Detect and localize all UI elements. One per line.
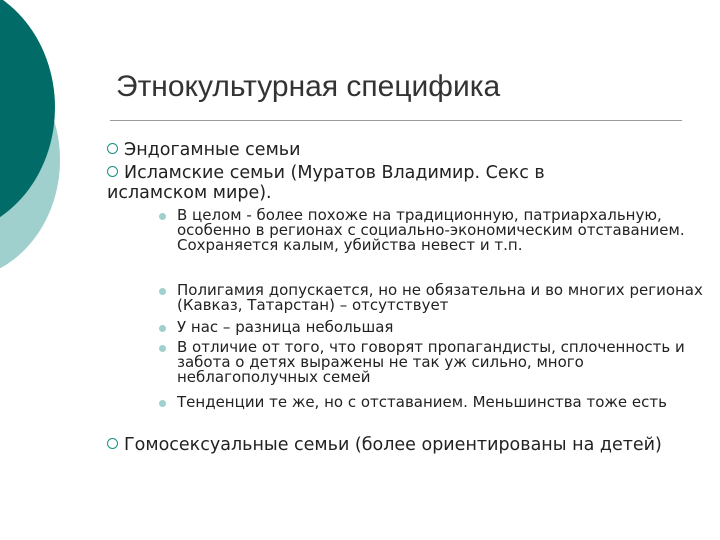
hollow-circle-icon	[107, 166, 118, 177]
list-item	[107, 435, 667, 455]
sub-list-item	[159, 283, 704, 313]
sub-list-item	[159, 320, 704, 335]
sub-list-item-text: В целом - более похоже на традиционную, патриархальную, особенно в регионах с социально-экономическим отставанием. Сохраняется калым, убийства невест и т.п.	[177, 206, 685, 254]
slide-title: Этнокультурная специфика	[116, 70, 501, 103]
sub-list-item-text: В отличие от того, что говорят пропагандисты, сплоченность и забота о детях выражены не так уж сильно, много неблагополучных семей	[177, 338, 685, 386]
title-divider	[110, 120, 682, 121]
list-item	[107, 163, 627, 203]
filled-dot-icon	[159, 345, 166, 352]
filled-dot-icon	[159, 213, 166, 220]
list-item	[107, 140, 707, 160]
sub-list-item	[159, 208, 704, 253]
sub-list-item-text: Полигамия допускается, но не обязательна и во многих регионах (Кавказ, Татарстан) – отсутствует	[177, 281, 703, 314]
hollow-circle-icon	[107, 438, 118, 449]
filled-dot-icon	[159, 400, 166, 407]
sub-list-item	[159, 340, 704, 385]
filled-dot-icon	[159, 288, 166, 295]
sub-list-item	[159, 395, 704, 410]
filled-dot-icon	[159, 325, 166, 332]
list-item-text: Исламские семьи (Муратов Владимир. Секс в исламском мире).	[107, 163, 545, 203]
sub-list-item-text: У нас – разница небольшая	[177, 318, 394, 336]
list-item-text: Гомосексуальные семьи (более ориентированы на детей)	[124, 435, 662, 455]
hollow-circle-icon	[107, 143, 118, 154]
sub-list-item-text: Тенденции те же, но с отставанием. Меньшинства тоже есть	[177, 393, 667, 411]
list-item-text: Эндогамные семьи	[124, 140, 301, 160]
